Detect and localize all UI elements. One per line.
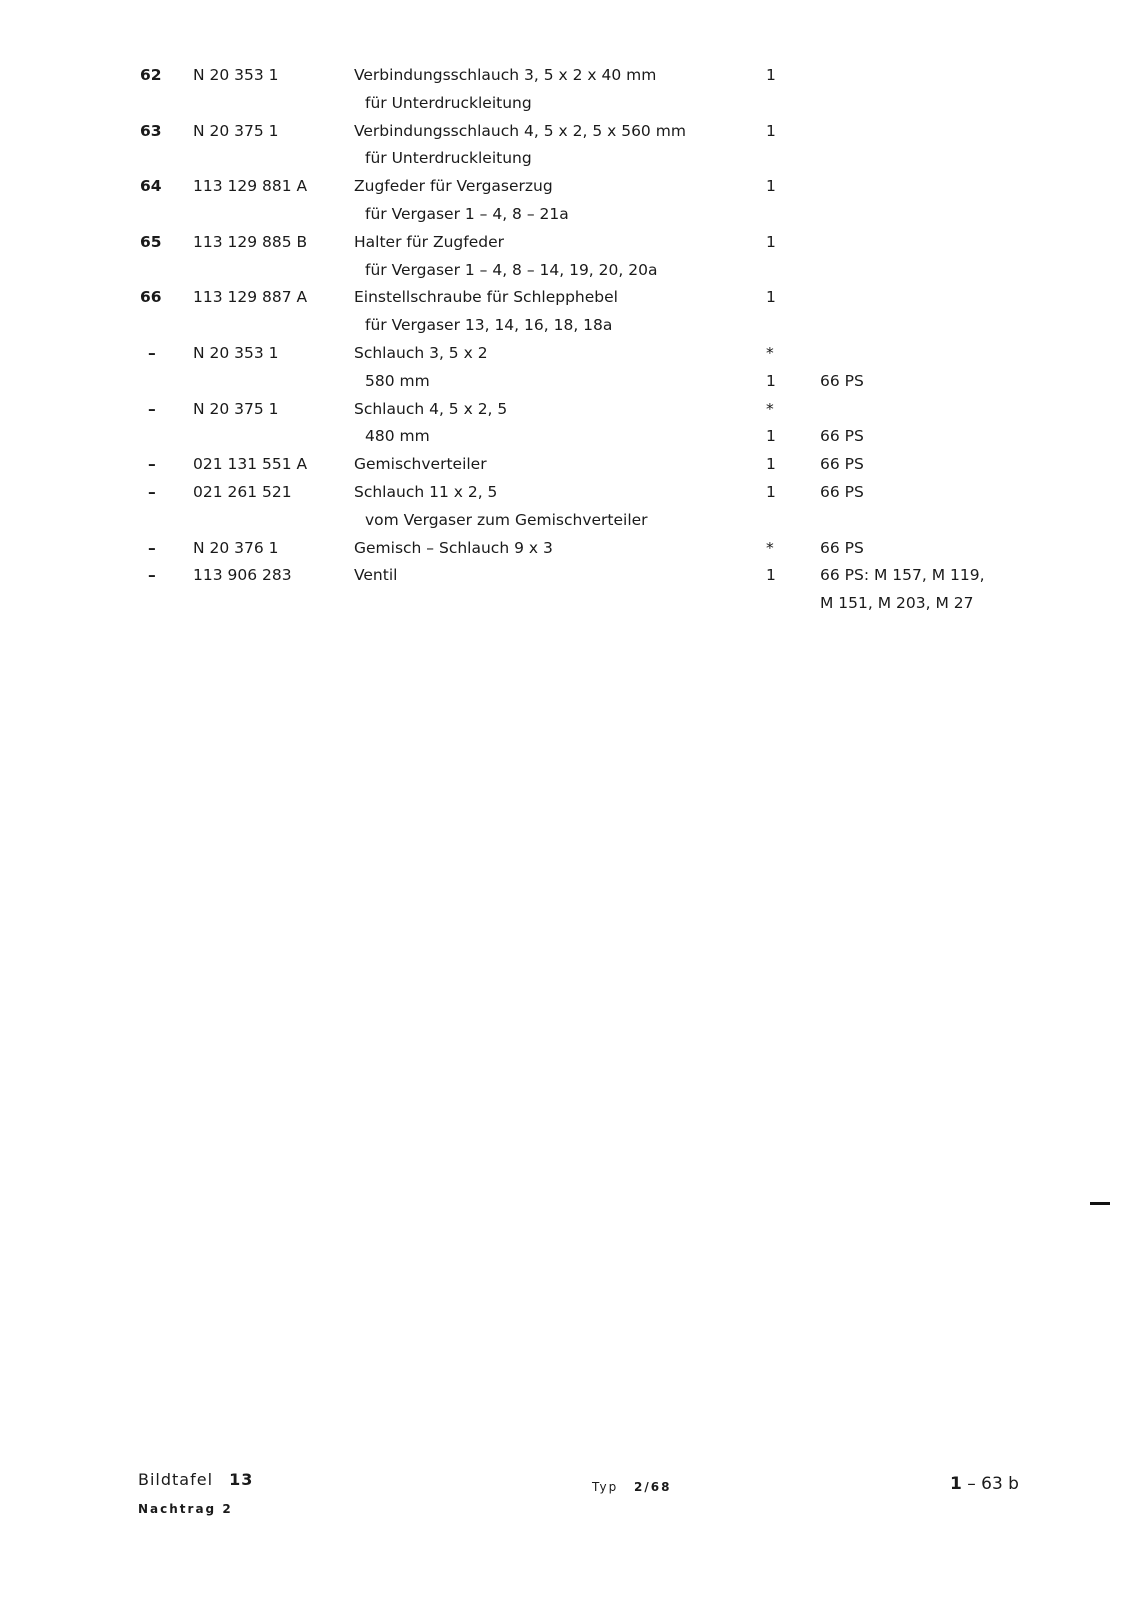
- table-row: [0, 396, 1137, 424]
- part-number: N 20 375 1: [193, 399, 279, 418]
- part-number: 113 129 885 B: [193, 232, 308, 251]
- quantity: 1: [766, 427, 776, 446]
- quantity: 1: [766, 371, 776, 390]
- table-row: [0, 284, 1137, 312]
- part-description: Gemisch – Schlauch 9 x 3: [354, 538, 553, 557]
- table-row: [0, 340, 1137, 368]
- part-description: für Unterdruckleitung: [365, 93, 532, 112]
- part-description: 480 mm: [365, 427, 430, 446]
- remark: 66 PS: [820, 538, 864, 557]
- table-row: [0, 590, 1137, 618]
- quantity: *: [766, 399, 774, 418]
- quantity: 1: [766, 288, 776, 307]
- quantity: 1: [766, 177, 776, 196]
- table-row: [0, 229, 1137, 257]
- part-description: Halter für Zugfeder: [354, 232, 504, 251]
- part-description: 580 mm: [365, 371, 430, 390]
- page-number-bold: 1: [950, 1474, 962, 1494]
- table-row: [0, 423, 1137, 451]
- part-number: N 20 353 1: [193, 343, 279, 362]
- table-row: [0, 201, 1137, 229]
- quantity: 1: [766, 482, 776, 501]
- position-number: 63: [140, 121, 162, 140]
- part-description: Einstellschraube für Schlepphebel: [354, 288, 618, 307]
- table-row: [0, 562, 1137, 590]
- part-description: Schlauch 3, 5 x 2: [354, 343, 488, 362]
- position-number: 62: [140, 66, 162, 84]
- part-description: für Vergaser 1 – 4, 8 – 14, 19, 20, 20a: [365, 260, 658, 279]
- quantity: *: [766, 343, 774, 362]
- plate-label: Bildtafel: [138, 1470, 214, 1489]
- quantity: 1: [766, 232, 776, 251]
- type-reference: [592, 1480, 671, 1494]
- remark: 66 PS: [820, 371, 864, 390]
- table-row: [0, 90, 1137, 118]
- remark: 66 PS: M 157, M 119,: [820, 566, 985, 585]
- part-number: N 20 353 1: [193, 66, 279, 84]
- part-description: für Vergaser 1 – 4, 8 – 21a: [365, 204, 569, 223]
- part-description: Zugfeder für Vergaserzug: [354, 177, 553, 196]
- table-row: [0, 118, 1137, 146]
- part-number: 021 261 521: [193, 482, 292, 501]
- part-description: Gemischverteiler: [354, 455, 487, 474]
- position-dash: –: [148, 538, 156, 557]
- supplement-note: Nachtrag 2: [138, 1502, 233, 1516]
- position-dash: –: [148, 399, 156, 418]
- quantity: 1: [766, 66, 776, 84]
- remark: 66 PS: [820, 482, 864, 501]
- remark: M 151, M 203, M 27: [820, 594, 974, 613]
- table-row: [0, 312, 1137, 340]
- part-description: Verbindungsschlauch 4, 5 x 2, 5 x 560 mm: [354, 121, 686, 140]
- part-number: N 20 376 1: [193, 538, 279, 557]
- part-description: für Vergaser 13, 14, 16, 18, 18a: [365, 316, 613, 335]
- position-dash: –: [148, 482, 156, 501]
- position-dash: –: [148, 455, 156, 474]
- table-row: [0, 368, 1137, 396]
- position-dash: –: [148, 566, 156, 585]
- table-row: [0, 479, 1137, 507]
- table-row: [0, 173, 1137, 201]
- table-row: [0, 62, 1137, 90]
- part-description: Schlauch 11 x 2, 5: [354, 482, 498, 501]
- page-number-rest: – 63 b: [961, 1474, 1019, 1494]
- table-row: [0, 257, 1137, 285]
- position-number: 66: [140, 288, 162, 307]
- part-description: Ventil: [354, 566, 398, 585]
- position-number: 64: [140, 177, 162, 196]
- quantity: 1: [766, 121, 776, 140]
- table-row: [0, 145, 1137, 173]
- plate-number: 13: [229, 1470, 254, 1489]
- table-row: [0, 451, 1137, 479]
- part-number: 113 129 881 A: [193, 177, 308, 196]
- quantity: 1: [766, 566, 776, 585]
- parts-table: [0, 62, 1137, 618]
- position-number: 65: [140, 232, 162, 251]
- type-value: 2/68: [634, 1480, 672, 1494]
- part-number: 113 129 887 A: [193, 288, 308, 307]
- part-description: Verbindungsschlauch 3, 5 x 2 x 40 mm: [354, 66, 657, 84]
- table-row: [0, 507, 1137, 535]
- remark: 66 PS: [820, 455, 864, 474]
- margin-mark: [1090, 1202, 1110, 1205]
- part-description: Schlauch 4, 5 x 2, 5: [354, 399, 508, 418]
- plate-reference: [138, 1470, 253, 1489]
- quantity: 1: [766, 455, 776, 474]
- type-label: Typ: [592, 1480, 619, 1494]
- part-number: 021 131 551 A: [193, 455, 308, 474]
- page-number: [950, 1474, 1019, 1494]
- part-number: N 20 375 1: [193, 121, 279, 140]
- part-description: für Unterdruckleitung: [365, 149, 532, 168]
- part-description: vom Vergaser zum Gemischverteiler: [365, 510, 648, 529]
- quantity: *: [766, 538, 774, 557]
- part-number: 113 906 283: [193, 566, 292, 585]
- position-dash: –: [148, 343, 156, 362]
- table-row: [0, 535, 1137, 563]
- remark: 66 PS: [820, 427, 864, 446]
